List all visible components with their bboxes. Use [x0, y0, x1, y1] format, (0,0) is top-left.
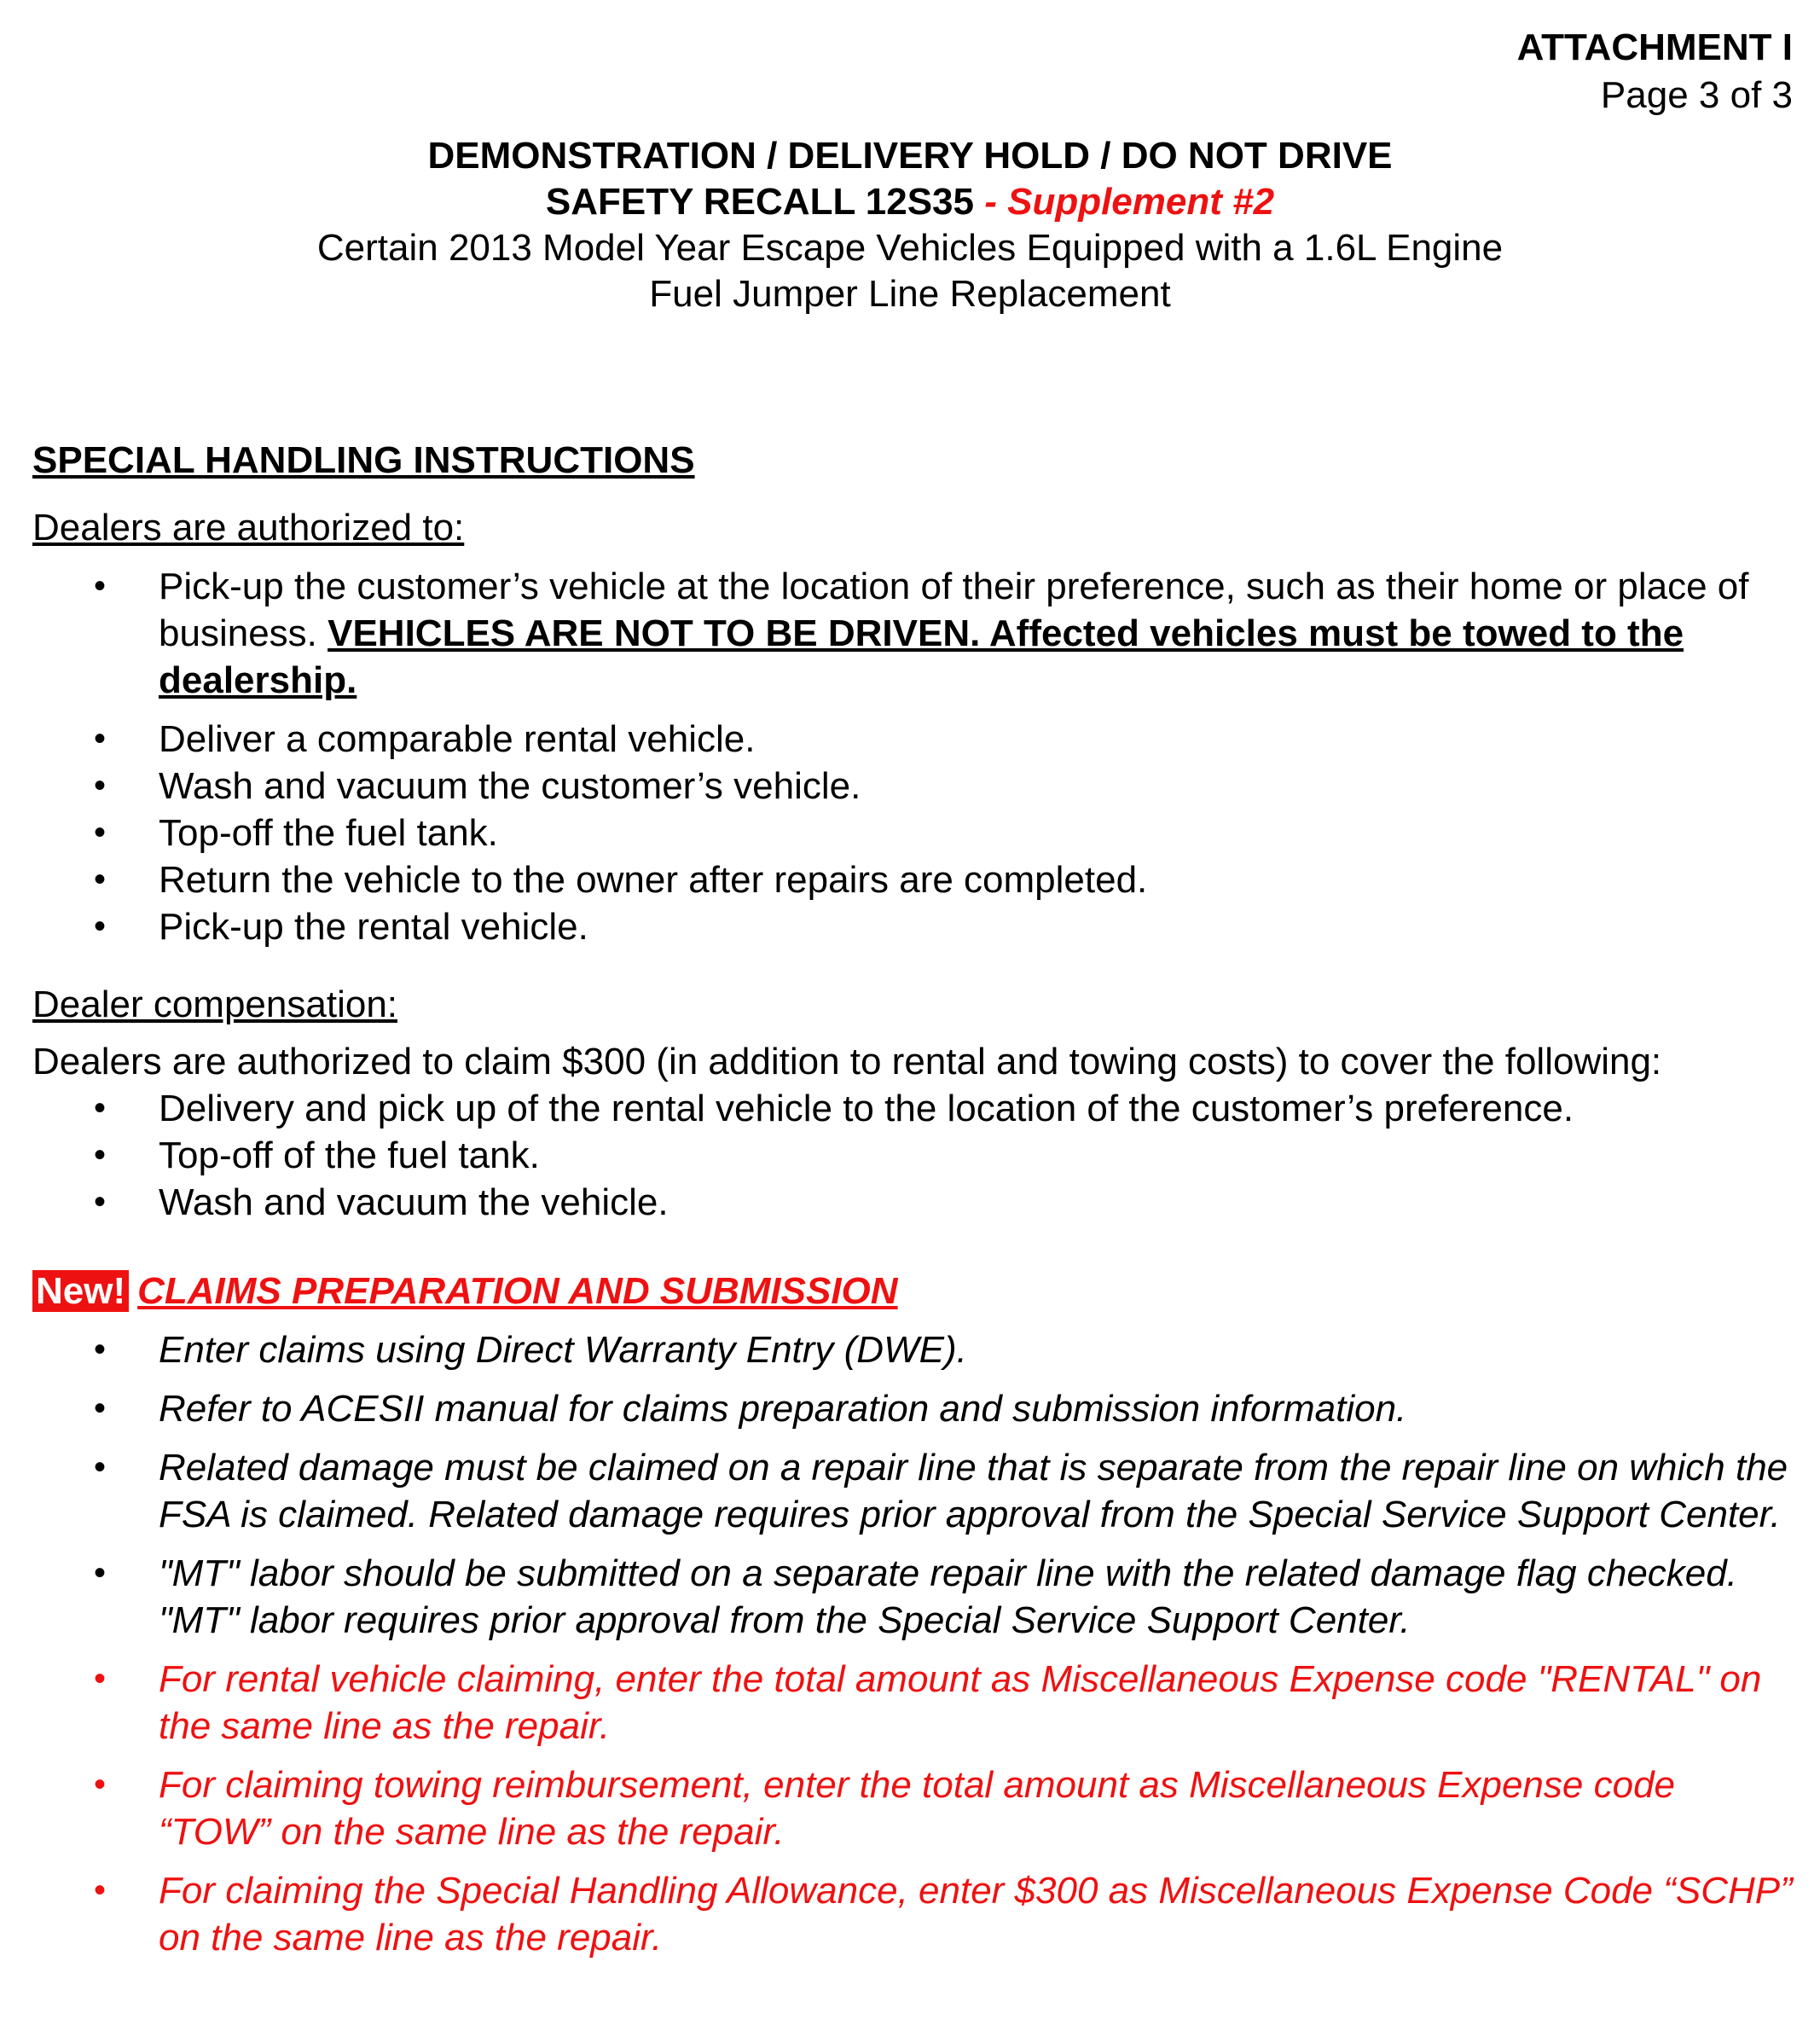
item-text: Wash and vacuum the vehicle.	[159, 1181, 669, 1223]
item-text: Deliver a comparable rental vehicle.	[159, 718, 756, 760]
item-text: Enter claims using Direct Warranty Entry (DWE).	[159, 1329, 967, 1371]
list-item	[32, 903, 1793, 950]
list-item	[32, 716, 1793, 763]
claims-heading-row	[32, 1268, 1793, 1314]
list-item	[32, 1867, 1793, 1961]
recall-number: SAFETY RECALL 12S35	[545, 181, 974, 223]
item-text: Pick-up the rental vehicle.	[159, 906, 588, 948]
compensation-intro: Dealers are authorized to claim $300 (in addition to rental and towing costs) to cover the following:	[32, 1041, 1662, 1082]
bullet: •	[94, 1136, 107, 1174]
item-text: For claiming the Special Handling Allowance, enter $300 as Miscellaneous Expense Code “SCHP” on the same line as the repair.	[159, 1870, 1793, 1958]
compensation-section	[32, 981, 1793, 1226]
bullet: •	[94, 908, 107, 945]
item-text: Refer to ACESII manual for claims preparation and submission information.	[159, 1388, 1407, 1430]
special-handling-section	[32, 437, 1793, 950]
bullet: •	[94, 1448, 107, 1486]
bullet: •	[94, 1660, 107, 1697]
attachment-label: ATTACHMENT I	[1516, 26, 1793, 68]
claims-heading: CLAIMS PREPARATION AND SUBMISSION	[137, 1270, 898, 1312]
list-item	[32, 1550, 1793, 1644]
list-item	[32, 1326, 1793, 1373]
item-text: Wash and vacuum the customer’s vehicle.	[159, 765, 861, 807]
bullet: •	[94, 814, 107, 851]
item-text: For rental vehicle claiming, enter the total amount as Miscellaneous Expense code "RENTAL" on the same line as the repair.	[159, 1658, 1762, 1747]
supplement-label: - Supplement #2	[974, 181, 1275, 223]
bullet: •	[94, 1331, 107, 1368]
page-number: Page 3 of 3	[1600, 74, 1793, 116]
compensation-heading: Dealer compensation:	[32, 984, 398, 1025]
bullet: •	[94, 767, 107, 804]
list-item	[32, 763, 1793, 809]
bullet: •	[94, 1183, 107, 1221]
attachment-header	[1517, 24, 1793, 119]
bullet: •	[94, 1089, 107, 1127]
bullet: •	[94, 861, 107, 898]
item-text: Return the vehicle to the owner after repairs are completed.	[159, 859, 1148, 901]
list-item	[32, 1179, 1793, 1226]
bullet: •	[94, 1871, 107, 1909]
bullet: •	[94, 1766, 107, 1803]
claims-section	[32, 1268, 1793, 1961]
list-item	[32, 809, 1793, 856]
item-text: Top-off of the fuel tank.	[159, 1134, 540, 1176]
item-text: Related damage must be claimed on a repair line that is separate from the repair line on which the FSA is claimed. Related damage requires prior approval from the Special Service Support Center.	[159, 1447, 1788, 1535]
item-text: For claiming towing reimbursement, enter the total amount as Miscellaneous Expense code “TOW” on the same line as the repair.	[159, 1764, 1676, 1853]
item-text: Pick-up the customer’s vehicle at the location of their preference, such as their home or place of business.	[159, 566, 1749, 654]
bullet: •	[94, 567, 107, 605]
list-item	[32, 856, 1793, 903]
list-item	[32, 1761, 1793, 1855]
list-item	[32, 1656, 1793, 1750]
item-text: Top-off the fuel tank.	[159, 812, 498, 854]
list-item	[32, 1444, 1793, 1538]
list-item	[32, 1085, 1793, 1132]
item-text: "MT" labor should be submitted on a separate repair line with the related damage flag checked. "MT" labor requires prior approval from the Special Service Support Center.	[159, 1552, 1737, 1641]
list-item	[32, 1132, 1793, 1179]
bullet: •	[94, 1390, 107, 1427]
list-item	[32, 563, 1793, 704]
title-line-4: Fuel Jumper Line Replacement	[649, 273, 1171, 315]
item-warning: VEHICLES ARE NOT TO BE DRIVEN. Affected vehicles must be towed to the dealership.	[159, 612, 1684, 701]
title-line-1: DEMONSTRATION / DELIVERY HOLD / DO NOT DRIVE	[427, 135, 1393, 177]
bullet: •	[94, 1554, 107, 1592]
document-title	[0, 133, 1820, 317]
title-line-2	[0, 179, 1820, 225]
new-badge: New!	[32, 1270, 129, 1312]
list-item	[32, 1385, 1793, 1432]
title-line-3: Certain 2013 Model Year Escape Vehicles Equipped with a 1.6L Engine	[316, 227, 1504, 269]
bullet: •	[94, 720, 107, 757]
item-text: Delivery and pick up of the rental vehicle to the location of the customer’s preference.	[159, 1088, 1574, 1129]
authorized-heading: Dealers are authorized to:	[32, 507, 465, 548]
special-handling-heading: SPECIAL HANDLING INSTRUCTIONS	[32, 439, 695, 481]
